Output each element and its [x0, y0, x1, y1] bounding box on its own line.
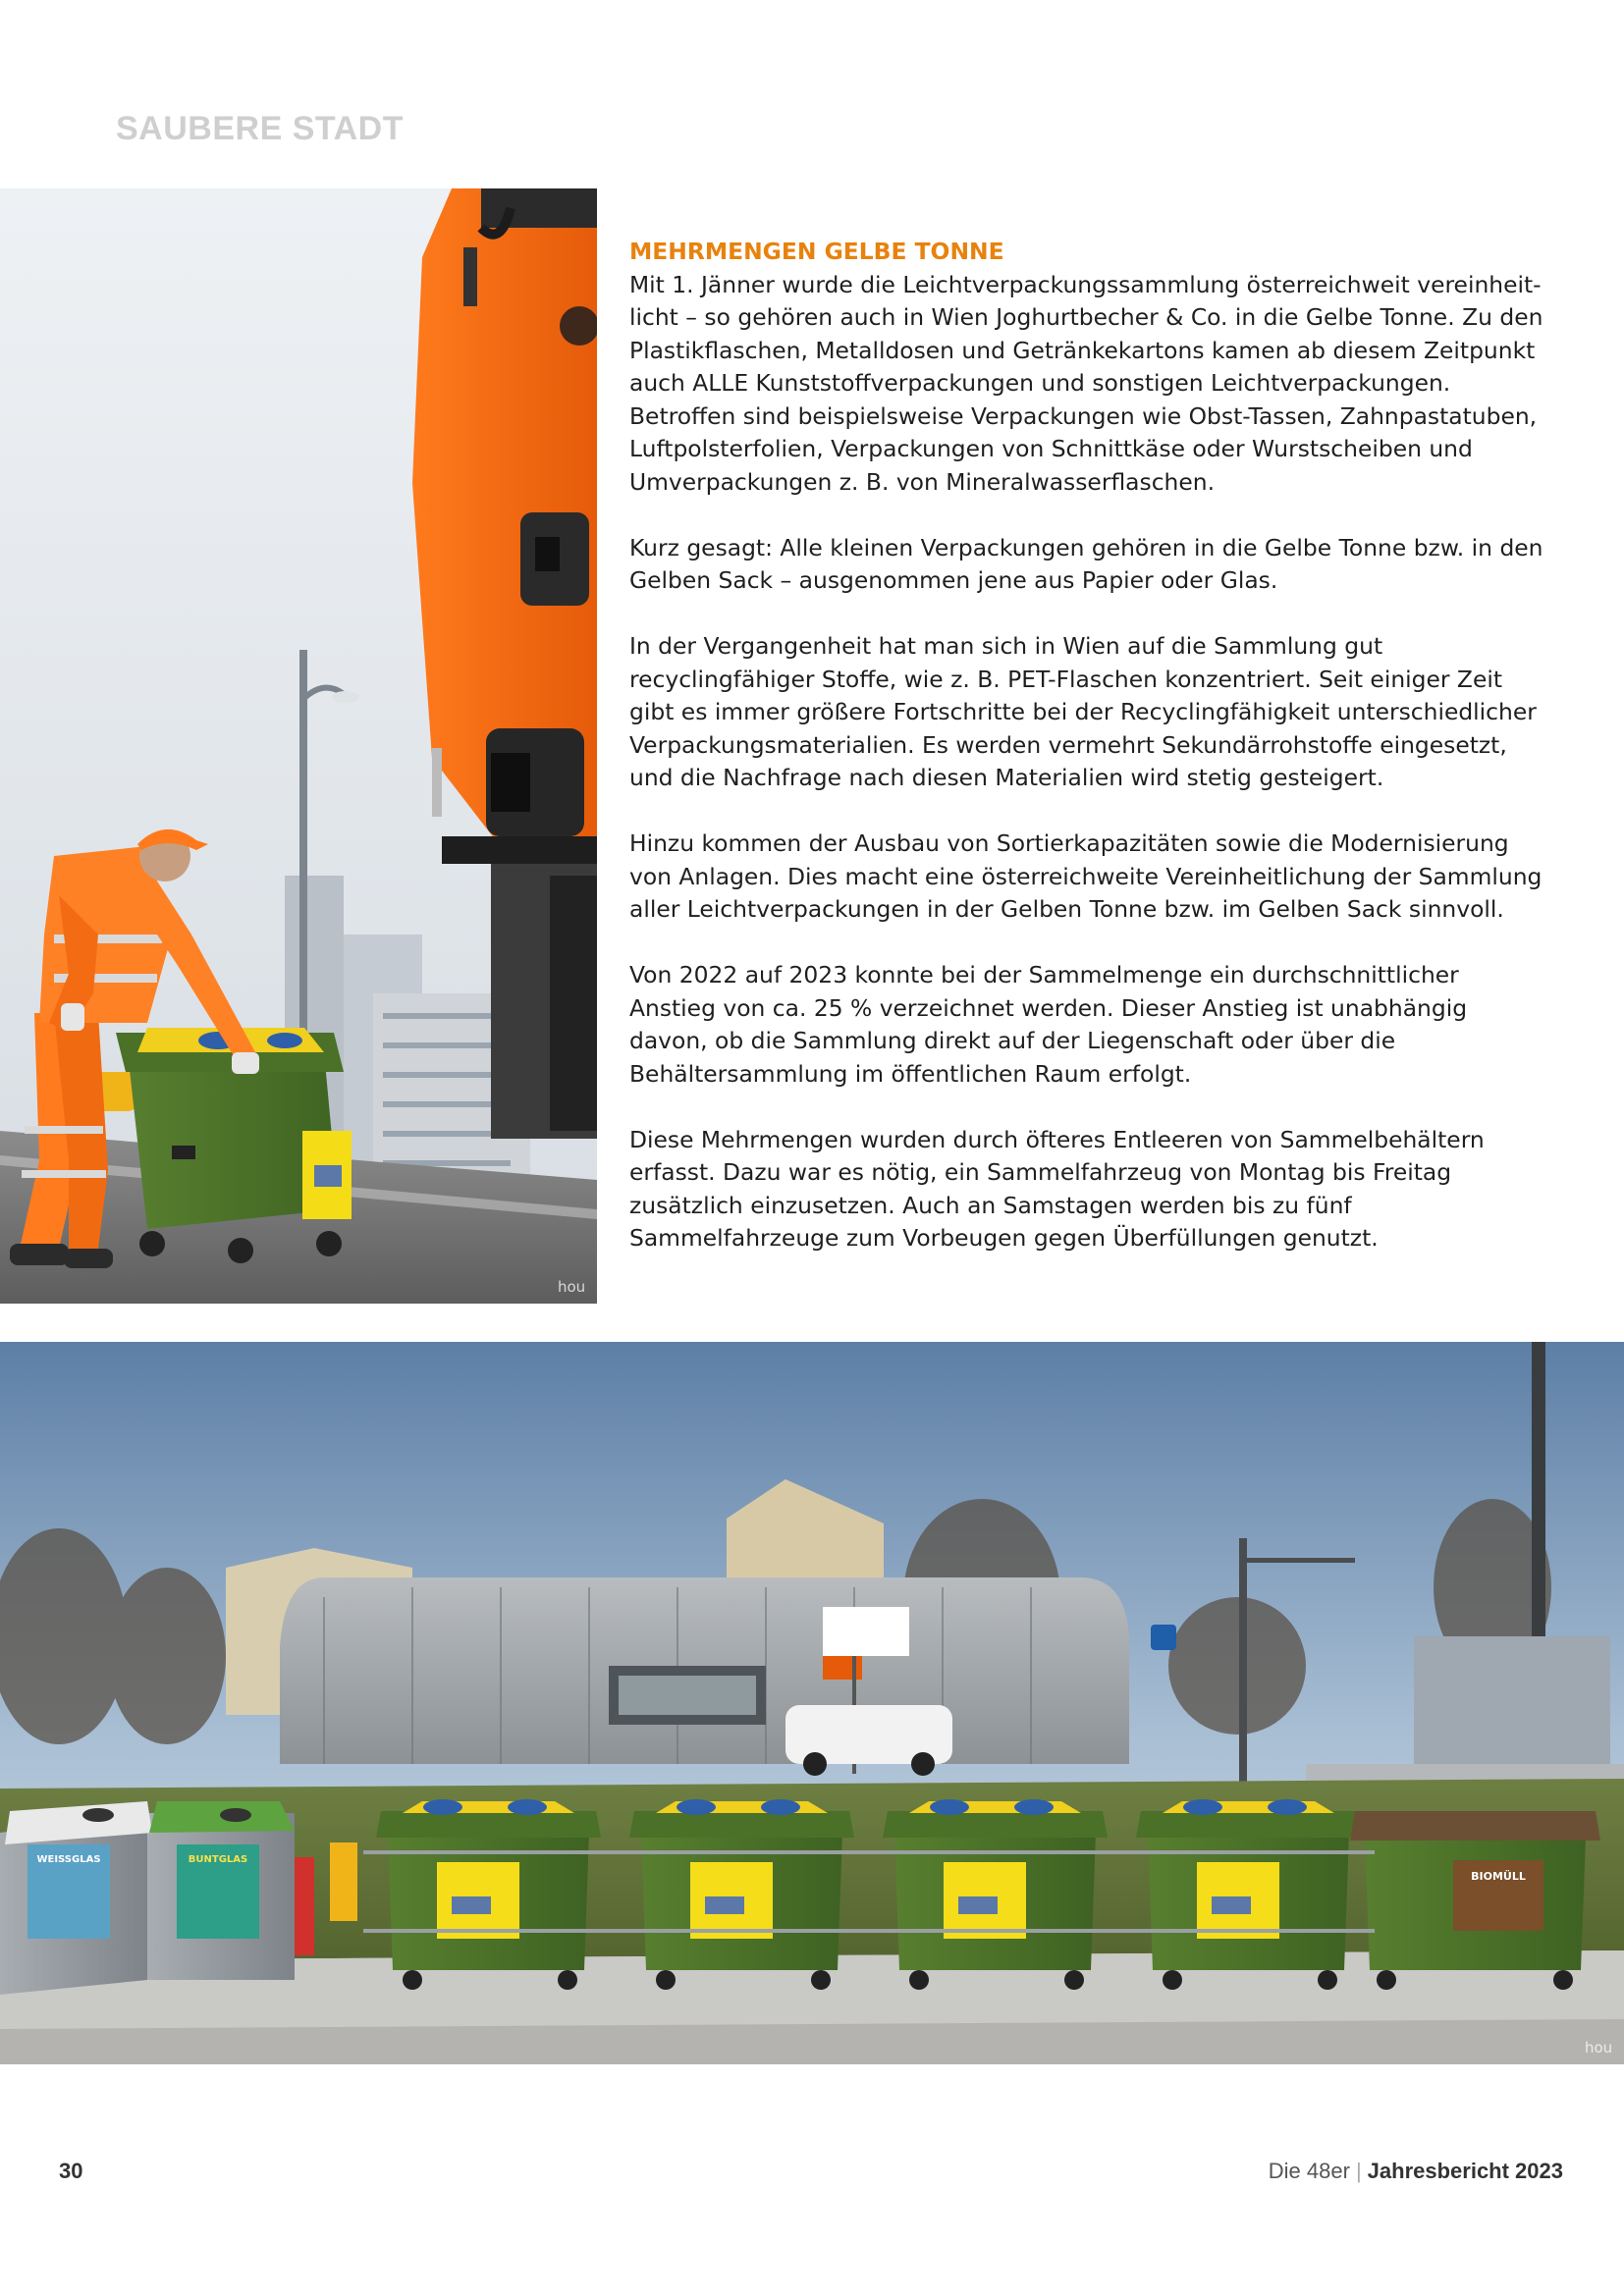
article-paragraph: In der Vergangenheit hat man sich in Wien auf die Sammlung gut recyclingfähiger Stoffe, wie z. B. PET-Flaschen konzentriert. Seit einiger Zeit gibt es immer größere Fortschritte bei der Recyclingfähigkeit unterschiedlicher Verpackungsmaterialien. Es werden vermehrt Sekundärrohstoffe eingesetzt, und die Nachfrage nach diesen Materialien wird stetig gesteigert. [629, 632, 1537, 791]
article-heading: MEHRMENGEN GELBE TONNE [629, 238, 1004, 265]
worker-photo [0, 188, 597, 1304]
page-number: 30 [59, 2159, 83, 2183]
photo-credit: hou [1585, 2039, 1613, 2056]
photo-credit: hou [558, 1278, 586, 1296]
article-paragraph: Hinzu kommen der Ausbau von Sortierkapazitäten sowie die Modernisierung von Anlagen. Dies macht eine österreichweite Vereinheitlichung der Sammlung aller Leichtverpackungen in der Gelben Tonne bzw. im Gelben Sack sinnvoll. [629, 829, 1543, 923]
report-title: Jahresbericht 2023 [1367, 2159, 1563, 2183]
section-label: SAUBERE STADT [116, 110, 404, 147]
article-paragraph: Kurz gesagt: Alle kleinen Verpackungen gehören in die Gelbe Tonne bzw. in den Gelben Sack – ausgenommen jene aus Papier oder Glas. [629, 533, 1543, 594]
article-paragraph: Diese Mehrmengen wurden durch öfteres Entleeren von Sammelbehältern erfasst. Dazu war es nötig, ein Sammelfahrzeug von Montag bis Freitag zusätzlich einzusetzen. Auch an Samstagen werden bis zu fünf Sammelfahrzeuge zum Vorbeugen gegen Überfüllungen genutzt. [629, 1125, 1485, 1252]
article-paragraph: Von 2022 auf 2023 konnte bei der Sammelmenge ein durchschnittlicher Anstieg von ca. 25 % verzeichnet werden. Dieser Anstieg ist unabhängig davon, ob die Sammlung direkt auf der Liegenschaft oder über die Behältersammlung im öffentlichen Raum erfolgt. [629, 961, 1468, 1088]
bins-photo [0, 1342, 1624, 2064]
biomuell-label: BIOMÜLL [1471, 1870, 1526, 1883]
article-paragraph: Mit 1. Jänner wurde die Leichtverpackungssammlung österreichweit vereinheitlicht – so gehören auch in Wien Joghurtbecher & Co. in die Gelbe Tonne. Zu den Plastikflaschen, Metalldosen und Getränkekartons kamen ab diesem Zeitpunkt auch ALLE Kunststoffverpackungen und sonstigen Leichtverpackungen. Betroffen sind beispielsweise Verpackungen wie Obst-Tassen, Zahnpastatuben, Luftpolsterfolien, Verpackungen von Schnittkäse oder Wurstscheiben und Umverpackungen z. B. von Mineralwasserflaschen. [629, 270, 1543, 496]
article [629, 236, 1552, 1288]
footer-separator: | [1355, 2159, 1362, 2183]
publication-name: Die 48er [1268, 2159, 1350, 2183]
weissglas-label: WEISSGLAS [36, 1854, 101, 1865]
buntglas-label: BUNTGLAS [188, 1854, 248, 1865]
footer-title [1269, 2159, 1563, 2184]
